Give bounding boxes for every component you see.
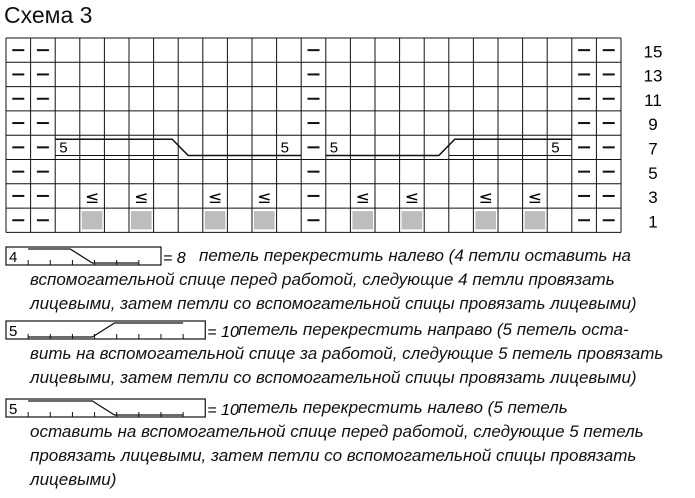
- shaded-cell: [82, 211, 103, 229]
- legend-3-key-box: [6, 399, 205, 417]
- legend-1-key-suffix: = 8: [162, 250, 186, 267]
- legend-3-key-cable: [28, 401, 183, 415]
- row-number: 13: [643, 66, 663, 86]
- legend-2-line-3: лицевыми, затем петли со вспомогательной спицы провязать лицевыми): [30, 368, 637, 387]
- row-number: 11: [644, 90, 662, 110]
- legend-2-key-box: [6, 321, 205, 339]
- legend-3-text-cont: [30, 420, 644, 492]
- legend-3-line-3: провязать лицевыми, затем петли со вспомогательной спицы провязать: [30, 446, 637, 465]
- legend-1-line-1: петель перекрестить налево (4 петли оставить на: [199, 246, 632, 265]
- shaded-cell: [475, 211, 496, 229]
- legend-2-text-cont: [30, 342, 663, 390]
- row-number: 5: [648, 163, 658, 183]
- decrease-symbol: ≤: [404, 188, 420, 209]
- shaded-cell: [205, 211, 226, 229]
- legend-2-key-cable: [28, 323, 183, 337]
- decrease-symbol: ≤: [84, 188, 100, 209]
- row-number: 15: [643, 42, 663, 62]
- cable-label-left-start: 5: [59, 139, 68, 157]
- legend-1-text: [199, 244, 631, 268]
- shaded-cell: [525, 211, 546, 229]
- cable-label-right-start: 5: [329, 139, 339, 157]
- shaded-cell: [254, 211, 275, 229]
- legend-1-key-box: [6, 247, 161, 265]
- legend-3-key-number: 5: [9, 401, 18, 418]
- cable-label-right-end: 5: [551, 139, 560, 157]
- legend-2-key-suffix: = 10: [207, 324, 239, 341]
- legend-2-text: [238, 318, 629, 342]
- decrease-symbol: ≤: [257, 188, 272, 209]
- row-number: 1: [648, 212, 658, 232]
- legend-3-line-4: лицевыми): [30, 470, 117, 489]
- legend-2-line-1: петель перекрестить направо (5 петель оста-: [238, 320, 629, 339]
- shaded-cell: [402, 211, 423, 229]
- decrease-symbol: ≤: [478, 188, 493, 209]
- legend-3-line-1: петель перекрестить налево (5 петель: [238, 398, 568, 417]
- decrease-symbol: ≤: [527, 188, 543, 209]
- legend-2-line-2: вить на вспомогательной спице за работой, следующие 5 петель провязать: [30, 344, 664, 363]
- legend-1-text-cont: [30, 268, 637, 316]
- legend-1-line-3: лицевыми, затем петли со вспомогательной спицы провязать лицевыми): [30, 294, 637, 313]
- row-number: 3: [648, 188, 658, 208]
- shaded-cell: [352, 211, 373, 229]
- legend-1-key-number: 4: [9, 249, 18, 266]
- decrease-symbol: ≤: [355, 188, 370, 209]
- decrease-symbol: ≤: [207, 188, 223, 209]
- legend-1-key-cable: [28, 249, 139, 263]
- chart-title: Схема 3: [4, 2, 93, 28]
- row-number: 7: [648, 139, 658, 159]
- legend-2-key-number: 5: [9, 323, 18, 340]
- legend-3-line-2: оставить на вспомогательной спице перед работой, следующие 5 петель: [30, 422, 644, 441]
- legend-1-line-2: вспомогательной спице перед работой, следующие 4 петли провязать: [30, 270, 615, 289]
- legend-3-text: [238, 396, 568, 420]
- row-number: 9: [648, 115, 658, 135]
- cable-label-left-end: 5: [280, 139, 289, 157]
- decrease-symbol: ≤: [134, 188, 149, 209]
- shaded-cell: [131, 211, 152, 229]
- legend-3-key-suffix: = 10: [207, 402, 239, 419]
